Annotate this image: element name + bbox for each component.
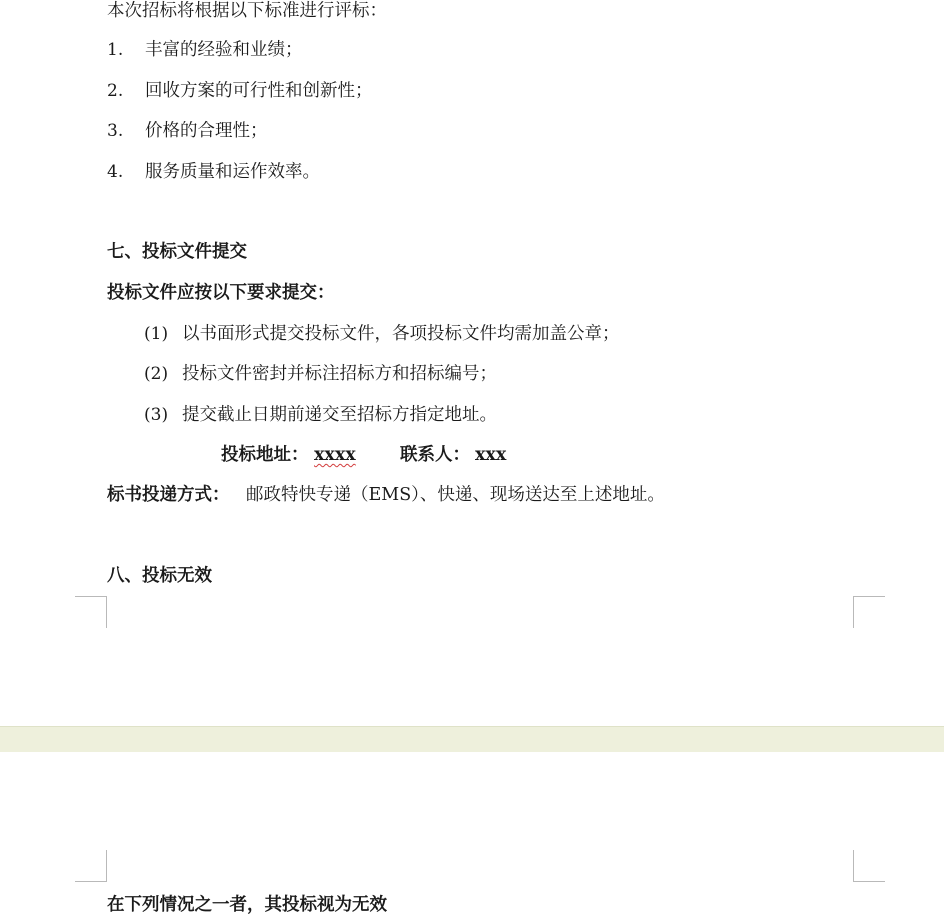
list-item: 服务质量和运作效率。: [145, 162, 320, 182]
list-item-number: 3.: [107, 121, 124, 141]
contact-label: 联系人：: [400, 445, 470, 465]
partial-text-line: 在下列情况之一者，其投标视为无效: [107, 895, 387, 915]
list-item: 提交截止日期前递交至招标方指定地址。: [182, 405, 497, 425]
section-heading: 七、投标文件提交: [107, 242, 247, 262]
intro-text: 本次招标将根据以下标准进行评标：: [107, 1, 387, 21]
list-item-number: 4.: [107, 162, 124, 182]
delivery-text: 邮政特快专递（EMS）、快递、现场送达至上述地址。: [246, 485, 665, 505]
section-subheading: 投标文件应按以下要求提交：: [107, 283, 335, 303]
list-item: 价格的合理性；: [145, 121, 268, 141]
document-page-2: [0, 752, 944, 915]
list-item: 回收方案的可行性和创新性；: [145, 81, 373, 101]
list-item-number: (3): [144, 405, 169, 425]
list-item-number: (1): [144, 324, 169, 344]
list-item: 以书面形式提交投标文件，各项投标文件均需加盖公章；: [182, 324, 620, 344]
list-item-number: (2): [144, 364, 169, 384]
section-heading: 八、投标无效: [107, 566, 212, 586]
address-label: 投标地址：: [221, 445, 309, 465]
list-item: 投标文件密封并标注招标方和招标编号；: [182, 364, 497, 384]
list-item-number: 2.: [107, 81, 124, 101]
page-gap: [0, 726, 944, 753]
list-item-number: 1.: [107, 40, 124, 60]
list-item: 丰富的经验和业绩；: [145, 40, 303, 60]
delivery-label: 标书投递方式：: [107, 485, 230, 505]
contact-value: xxx: [475, 445, 507, 465]
address-value: xxxx: [314, 445, 356, 465]
